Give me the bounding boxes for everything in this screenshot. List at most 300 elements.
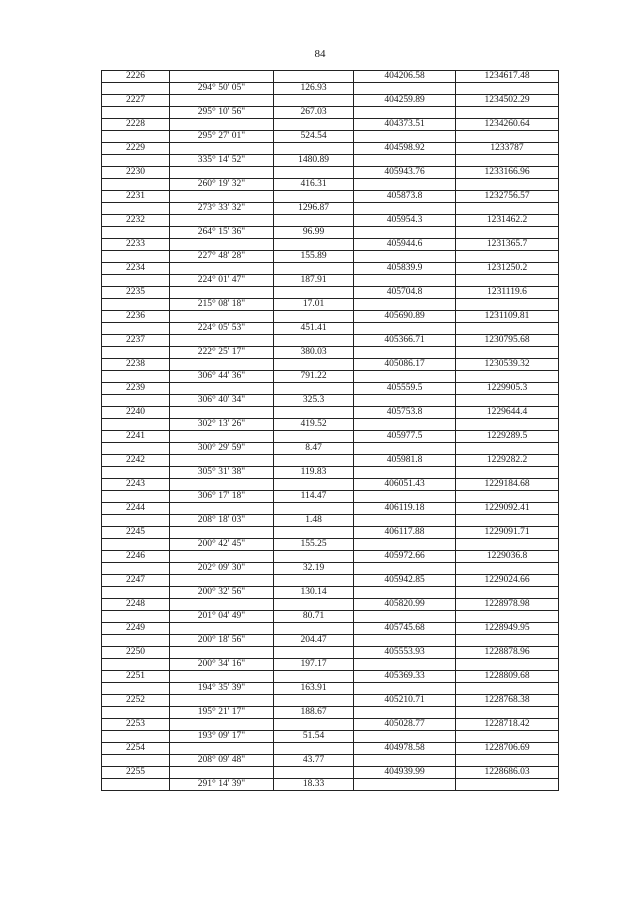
bearing-cell: 200° 42' 45" bbox=[170, 539, 274, 551]
easting-empty-cell bbox=[456, 443, 559, 455]
station-empty-cell bbox=[102, 707, 170, 719]
station-empty-cell bbox=[102, 443, 170, 455]
station-row bbox=[102, 479, 559, 491]
easting-empty-cell bbox=[456, 371, 559, 383]
distance-cell: 32.19 bbox=[274, 563, 354, 575]
easting-empty-cell bbox=[456, 227, 559, 239]
easting-empty-cell bbox=[456, 179, 559, 191]
northing-empty-cell bbox=[354, 611, 456, 623]
distance-cell: 18.33 bbox=[274, 779, 354, 791]
page-number: 84 bbox=[314, 48, 326, 60]
bearing-empty-cell bbox=[170, 431, 274, 443]
easting-cell: 1231462.2 bbox=[456, 215, 559, 227]
station-row bbox=[102, 287, 559, 299]
easting-cell: 1229644.4 bbox=[456, 407, 559, 419]
distance-empty-cell bbox=[274, 239, 354, 251]
station-empty-cell bbox=[102, 611, 170, 623]
easting-cell: 1229024.66 bbox=[456, 575, 559, 587]
segment-row bbox=[102, 443, 559, 455]
bearing-empty-cell bbox=[170, 239, 274, 251]
bearing-cell: 264° 15' 36" bbox=[170, 227, 274, 239]
station-cell: 2246 bbox=[102, 551, 170, 563]
station-cell: 2230 bbox=[102, 167, 170, 179]
segment-row bbox=[102, 587, 559, 599]
bearing-empty-cell bbox=[170, 767, 274, 779]
bearing-empty-cell bbox=[170, 527, 274, 539]
station-empty-cell bbox=[102, 155, 170, 167]
station-empty-cell bbox=[102, 587, 170, 599]
bearing-empty-cell bbox=[170, 575, 274, 587]
station-row bbox=[102, 311, 559, 323]
station-cell: 2250 bbox=[102, 647, 170, 659]
bearing-empty-cell bbox=[170, 119, 274, 131]
easting-cell: 1234260.64 bbox=[456, 119, 559, 131]
segment-row bbox=[102, 611, 559, 623]
bearing-cell: 227° 48' 28" bbox=[170, 251, 274, 263]
distance-cell: 380.03 bbox=[274, 347, 354, 359]
northing-empty-cell bbox=[354, 683, 456, 695]
station-empty-cell bbox=[102, 275, 170, 287]
bearing-cell: 201° 04' 49" bbox=[170, 611, 274, 623]
bearing-empty-cell bbox=[170, 479, 274, 491]
northing-empty-cell bbox=[354, 635, 456, 647]
distance-empty-cell bbox=[274, 191, 354, 203]
bearing-cell: 193° 09' 17" bbox=[170, 731, 274, 743]
easting-empty-cell bbox=[456, 347, 559, 359]
northing-empty-cell bbox=[354, 491, 456, 503]
bearing-cell: 194° 35' 39" bbox=[170, 683, 274, 695]
northing-empty-cell bbox=[354, 275, 456, 287]
easting-empty-cell bbox=[456, 155, 559, 167]
segment-row bbox=[102, 347, 559, 359]
station-row bbox=[102, 455, 559, 467]
station-row bbox=[102, 95, 559, 107]
segment-row bbox=[102, 179, 559, 191]
station-empty-cell bbox=[102, 251, 170, 263]
bearing-cell: 335° 14' 52" bbox=[170, 155, 274, 167]
station-empty-cell bbox=[102, 179, 170, 191]
station-row bbox=[102, 647, 559, 659]
distance-cell: 325.3 bbox=[274, 395, 354, 407]
northing-empty-cell bbox=[354, 587, 456, 599]
station-cell: 2244 bbox=[102, 503, 170, 515]
station-cell: 2249 bbox=[102, 623, 170, 635]
easting-cell: 1234617.48 bbox=[456, 71, 559, 83]
easting-cell: 1230795.68 bbox=[456, 335, 559, 347]
station-row bbox=[102, 191, 559, 203]
easting-empty-cell bbox=[456, 587, 559, 599]
segment-row bbox=[102, 299, 559, 311]
easting-cell: 1228686.03 bbox=[456, 767, 559, 779]
station-cell: 2233 bbox=[102, 239, 170, 251]
distance-empty-cell bbox=[274, 719, 354, 731]
station-row bbox=[102, 719, 559, 731]
easting-cell: 1229091.71 bbox=[456, 527, 559, 539]
northing-cell: 405704.8 bbox=[354, 287, 456, 299]
northing-empty-cell bbox=[354, 155, 456, 167]
bearing-cell: 291° 14' 39" bbox=[170, 779, 274, 791]
northing-cell: 405210.71 bbox=[354, 695, 456, 707]
distance-empty-cell bbox=[274, 143, 354, 155]
segment-row bbox=[102, 755, 559, 767]
station-row bbox=[102, 407, 559, 419]
northing-empty-cell bbox=[354, 443, 456, 455]
easting-empty-cell bbox=[456, 275, 559, 287]
station-cell: 2252 bbox=[102, 695, 170, 707]
segment-row bbox=[102, 779, 559, 791]
station-row bbox=[102, 431, 559, 443]
northing-cell: 405366.71 bbox=[354, 335, 456, 347]
northing-cell: 406051.43 bbox=[354, 479, 456, 491]
easting-empty-cell bbox=[456, 251, 559, 263]
bearing-empty-cell bbox=[170, 143, 274, 155]
segment-row bbox=[102, 683, 559, 695]
segment-row bbox=[102, 395, 559, 407]
distance-cell: 791.22 bbox=[274, 371, 354, 383]
easting-cell: 1229905.3 bbox=[456, 383, 559, 395]
bearing-cell: 195° 21' 17" bbox=[170, 707, 274, 719]
bearing-empty-cell bbox=[170, 71, 274, 83]
bearing-empty-cell bbox=[170, 383, 274, 395]
distance-empty-cell bbox=[274, 743, 354, 755]
bearing-cell: 294° 50' 05" bbox=[170, 83, 274, 95]
segment-row bbox=[102, 251, 559, 263]
segment-row bbox=[102, 131, 559, 143]
northing-cell: 405028.77 bbox=[354, 719, 456, 731]
distance-empty-cell bbox=[274, 287, 354, 299]
distance-cell: 119.83 bbox=[274, 467, 354, 479]
northing-cell: 405086.17 bbox=[354, 359, 456, 371]
bearing-empty-cell bbox=[170, 287, 274, 299]
station-empty-cell bbox=[102, 731, 170, 743]
station-empty-cell bbox=[102, 299, 170, 311]
bearing-cell: 224° 05' 53" bbox=[170, 323, 274, 335]
distance-empty-cell bbox=[274, 335, 354, 347]
station-empty-cell bbox=[102, 395, 170, 407]
easting-cell: 1228949.95 bbox=[456, 623, 559, 635]
bearing-cell: 306° 44' 36" bbox=[170, 371, 274, 383]
easting-cell: 1229289.5 bbox=[456, 431, 559, 443]
station-cell: 2255 bbox=[102, 767, 170, 779]
distance-cell: 96.99 bbox=[274, 227, 354, 239]
northing-empty-cell bbox=[354, 467, 456, 479]
easting-empty-cell bbox=[456, 731, 559, 743]
easting-cell: 1228978.98 bbox=[456, 599, 559, 611]
bearing-empty-cell bbox=[170, 359, 274, 371]
station-empty-cell bbox=[102, 131, 170, 143]
bearing-cell: 306° 40' 34" bbox=[170, 395, 274, 407]
easting-empty-cell bbox=[456, 83, 559, 95]
northing-empty-cell bbox=[354, 323, 456, 335]
distance-empty-cell bbox=[274, 455, 354, 467]
bearing-empty-cell bbox=[170, 623, 274, 635]
table-body bbox=[102, 71, 559, 791]
bearing-empty-cell bbox=[170, 503, 274, 515]
survey-coordinates-table bbox=[101, 70, 559, 791]
station-empty-cell bbox=[102, 755, 170, 767]
bearing-cell: 295° 10' 56" bbox=[170, 107, 274, 119]
northing-cell: 404259.89 bbox=[354, 95, 456, 107]
easting-cell: 1230539.32 bbox=[456, 359, 559, 371]
bearing-cell: 273° 33' 32" bbox=[170, 203, 274, 215]
station-row bbox=[102, 623, 559, 635]
distance-cell: 197.17 bbox=[274, 659, 354, 671]
station-cell: 2237 bbox=[102, 335, 170, 347]
northing-cell: 405553.93 bbox=[354, 647, 456, 659]
distance-empty-cell bbox=[274, 407, 354, 419]
bearing-empty-cell bbox=[170, 263, 274, 275]
bearing-empty-cell bbox=[170, 407, 274, 419]
easting-cell: 1234502.29 bbox=[456, 95, 559, 107]
bearing-empty-cell bbox=[170, 599, 274, 611]
bearing-cell: 260° 19' 32" bbox=[170, 179, 274, 191]
easting-cell: 1229092.41 bbox=[456, 503, 559, 515]
easting-empty-cell bbox=[456, 683, 559, 695]
distance-empty-cell bbox=[274, 383, 354, 395]
northing-empty-cell bbox=[354, 707, 456, 719]
distance-empty-cell bbox=[274, 623, 354, 635]
distance-cell: 419.52 bbox=[274, 419, 354, 431]
bearing-empty-cell bbox=[170, 335, 274, 347]
northing-empty-cell bbox=[354, 131, 456, 143]
easting-cell: 1228706.69 bbox=[456, 743, 559, 755]
station-cell: 2245 bbox=[102, 527, 170, 539]
northing-cell: 405745.68 bbox=[354, 623, 456, 635]
segment-row bbox=[102, 635, 559, 647]
northing-cell: 405942.85 bbox=[354, 575, 456, 587]
northing-empty-cell bbox=[354, 179, 456, 191]
bearing-cell: 208° 18' 03" bbox=[170, 515, 274, 527]
easting-cell: 1231365.7 bbox=[456, 239, 559, 251]
station-row bbox=[102, 239, 559, 251]
distance-cell: 416.31 bbox=[274, 179, 354, 191]
northing-cell: 405839.9 bbox=[354, 263, 456, 275]
distance-empty-cell bbox=[274, 527, 354, 539]
easting-empty-cell bbox=[456, 419, 559, 431]
station-cell: 2235 bbox=[102, 287, 170, 299]
northing-empty-cell bbox=[354, 515, 456, 527]
station-row bbox=[102, 743, 559, 755]
bearing-empty-cell bbox=[170, 167, 274, 179]
easting-empty-cell bbox=[456, 755, 559, 767]
easting-cell: 1229184.68 bbox=[456, 479, 559, 491]
station-row bbox=[102, 695, 559, 707]
northing-empty-cell bbox=[354, 83, 456, 95]
station-row bbox=[102, 335, 559, 347]
station-cell: 2228 bbox=[102, 119, 170, 131]
distance-cell: 1296.87 bbox=[274, 203, 354, 215]
distance-empty-cell bbox=[274, 95, 354, 107]
distance-cell: 80.71 bbox=[274, 611, 354, 623]
easting-empty-cell bbox=[456, 659, 559, 671]
bearing-empty-cell bbox=[170, 743, 274, 755]
easting-cell: 1228878.96 bbox=[456, 647, 559, 659]
segment-row bbox=[102, 155, 559, 167]
northing-cell: 404978.58 bbox=[354, 743, 456, 755]
station-cell: 2226 bbox=[102, 71, 170, 83]
segment-row bbox=[102, 515, 559, 527]
easting-empty-cell bbox=[456, 131, 559, 143]
station-cell: 2241 bbox=[102, 431, 170, 443]
station-cell: 2229 bbox=[102, 143, 170, 155]
bearing-empty-cell bbox=[170, 215, 274, 227]
segment-row bbox=[102, 491, 559, 503]
distance-empty-cell bbox=[274, 575, 354, 587]
segment-row bbox=[102, 467, 559, 479]
bearing-cell: 202° 09' 30" bbox=[170, 563, 274, 575]
northing-empty-cell bbox=[354, 299, 456, 311]
easting-empty-cell bbox=[456, 299, 559, 311]
easting-cell: 1228718.42 bbox=[456, 719, 559, 731]
distance-empty-cell bbox=[274, 671, 354, 683]
northing-empty-cell bbox=[354, 539, 456, 551]
station-row bbox=[102, 527, 559, 539]
easting-empty-cell bbox=[456, 395, 559, 407]
distance-cell: 451.41 bbox=[274, 323, 354, 335]
station-row bbox=[102, 215, 559, 227]
easting-empty-cell bbox=[456, 467, 559, 479]
distance-empty-cell bbox=[274, 263, 354, 275]
station-cell: 2243 bbox=[102, 479, 170, 491]
easting-empty-cell bbox=[456, 779, 559, 791]
station-row bbox=[102, 575, 559, 587]
station-cell: 2236 bbox=[102, 311, 170, 323]
distance-cell: 51.54 bbox=[274, 731, 354, 743]
bearing-empty-cell bbox=[170, 671, 274, 683]
easting-empty-cell bbox=[456, 203, 559, 215]
bearing-empty-cell bbox=[170, 719, 274, 731]
station-empty-cell bbox=[102, 515, 170, 527]
northing-empty-cell bbox=[354, 563, 456, 575]
station-row bbox=[102, 767, 559, 779]
distance-empty-cell bbox=[274, 431, 354, 443]
station-row bbox=[102, 599, 559, 611]
bearing-empty-cell bbox=[170, 191, 274, 203]
northing-cell: 405753.8 bbox=[354, 407, 456, 419]
bearing-cell: 222° 25' 17" bbox=[170, 347, 274, 359]
station-empty-cell bbox=[102, 539, 170, 551]
bearing-cell: 295° 27' 01" bbox=[170, 131, 274, 143]
northing-cell: 405820.99 bbox=[354, 599, 456, 611]
station-empty-cell bbox=[102, 563, 170, 575]
easting-empty-cell bbox=[456, 515, 559, 527]
station-empty-cell bbox=[102, 779, 170, 791]
station-cell: 2254 bbox=[102, 743, 170, 755]
station-row bbox=[102, 551, 559, 563]
northing-empty-cell bbox=[354, 779, 456, 791]
bearing-cell: 306° 17' 18" bbox=[170, 491, 274, 503]
northing-empty-cell bbox=[354, 659, 456, 671]
distance-cell: 1480.89 bbox=[274, 155, 354, 167]
station-cell: 2242 bbox=[102, 455, 170, 467]
station-empty-cell bbox=[102, 323, 170, 335]
northing-cell: 404206.58 bbox=[354, 71, 456, 83]
bearing-empty-cell bbox=[170, 695, 274, 707]
station-cell: 2240 bbox=[102, 407, 170, 419]
distance-cell: 204.47 bbox=[274, 635, 354, 647]
easting-empty-cell bbox=[456, 491, 559, 503]
distance-empty-cell bbox=[274, 695, 354, 707]
northing-empty-cell bbox=[354, 347, 456, 359]
distance-cell: 188.67 bbox=[274, 707, 354, 719]
northing-empty-cell bbox=[354, 731, 456, 743]
segment-row bbox=[102, 275, 559, 287]
segment-row bbox=[102, 227, 559, 239]
station-empty-cell bbox=[102, 659, 170, 671]
distance-cell: 163.91 bbox=[274, 683, 354, 695]
distance-empty-cell bbox=[274, 767, 354, 779]
northing-empty-cell bbox=[354, 755, 456, 767]
northing-cell: 404598.92 bbox=[354, 143, 456, 155]
distance-empty-cell bbox=[274, 551, 354, 563]
segment-row bbox=[102, 203, 559, 215]
station-empty-cell bbox=[102, 635, 170, 647]
northing-cell: 404939.99 bbox=[354, 767, 456, 779]
northing-empty-cell bbox=[354, 395, 456, 407]
station-cell: 2239 bbox=[102, 383, 170, 395]
distance-empty-cell bbox=[274, 167, 354, 179]
station-row bbox=[102, 359, 559, 371]
station-empty-cell bbox=[102, 419, 170, 431]
station-cell: 2251 bbox=[102, 671, 170, 683]
segment-row bbox=[102, 107, 559, 119]
bearing-cell: 200° 34' 16" bbox=[170, 659, 274, 671]
bearing-cell: 302° 13' 26" bbox=[170, 419, 274, 431]
northing-cell: 405972.66 bbox=[354, 551, 456, 563]
northing-cell: 406119.18 bbox=[354, 503, 456, 515]
segment-row bbox=[102, 539, 559, 551]
northing-cell: 405943.76 bbox=[354, 167, 456, 179]
station-empty-cell bbox=[102, 107, 170, 119]
station-cell: 2231 bbox=[102, 191, 170, 203]
easting-empty-cell bbox=[456, 707, 559, 719]
station-empty-cell bbox=[102, 467, 170, 479]
bearing-cell: 305° 31' 38" bbox=[170, 467, 274, 479]
station-empty-cell bbox=[102, 227, 170, 239]
distance-empty-cell bbox=[274, 119, 354, 131]
station-row bbox=[102, 263, 559, 275]
segment-row bbox=[102, 371, 559, 383]
easting-empty-cell bbox=[456, 539, 559, 551]
distance-empty-cell bbox=[274, 479, 354, 491]
northing-empty-cell bbox=[354, 107, 456, 119]
northing-empty-cell bbox=[354, 251, 456, 263]
segment-row bbox=[102, 323, 559, 335]
northing-cell: 405977.5 bbox=[354, 431, 456, 443]
distance-cell: 126.93 bbox=[274, 83, 354, 95]
station-row bbox=[102, 71, 559, 83]
station-cell: 2232 bbox=[102, 215, 170, 227]
easting-empty-cell bbox=[456, 107, 559, 119]
bearing-empty-cell bbox=[170, 311, 274, 323]
easting-cell: 1228768.38 bbox=[456, 695, 559, 707]
easting-empty-cell bbox=[456, 635, 559, 647]
easting-cell: 1229036.8 bbox=[456, 551, 559, 563]
station-cell: 2248 bbox=[102, 599, 170, 611]
bearing-empty-cell bbox=[170, 455, 274, 467]
easting-cell: 1232756.57 bbox=[456, 191, 559, 203]
northing-empty-cell bbox=[354, 203, 456, 215]
easting-cell: 1231109.81 bbox=[456, 311, 559, 323]
easting-cell: 1231250.2 bbox=[456, 263, 559, 275]
distance-cell: 267.03 bbox=[274, 107, 354, 119]
bearing-cell: 215° 08' 18" bbox=[170, 299, 274, 311]
northing-cell: 405369.33 bbox=[354, 671, 456, 683]
station-cell: 2238 bbox=[102, 359, 170, 371]
distance-cell: 187.91 bbox=[274, 275, 354, 287]
easting-cell: 1233166.96 bbox=[456, 167, 559, 179]
northing-empty-cell bbox=[354, 419, 456, 431]
